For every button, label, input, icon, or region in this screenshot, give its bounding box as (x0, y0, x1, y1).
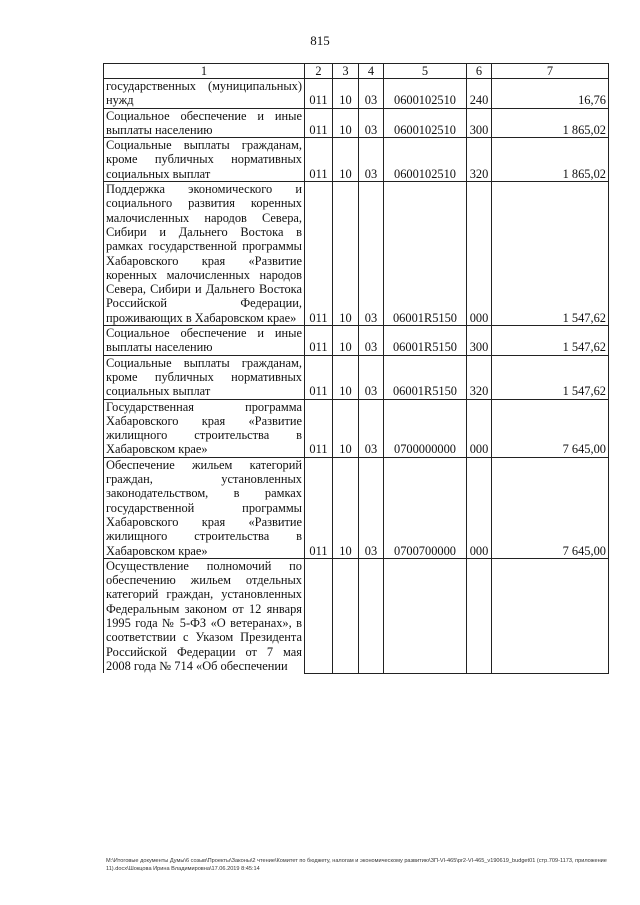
row-target-article: 0700700000 (384, 457, 467, 558)
row-amount: 7 645,00 (492, 457, 609, 558)
row-admin-code (305, 558, 333, 673)
header-col-1: 1 (104, 64, 305, 79)
header-col-7: 7 (492, 64, 609, 79)
row-description: Социальные выплаты гражданам, кроме публичных нормативных социальных выплат (104, 355, 305, 399)
table-row (104, 182, 609, 326)
row-subsection: 03 (359, 108, 384, 138)
table-row (104, 79, 609, 109)
row-section: 10 (333, 326, 359, 356)
row-target-article (384, 558, 467, 673)
row-description: государственных (муниципальных) нужд (104, 79, 305, 109)
row-description: Социальное обеспечение и иные выплаты населению (104, 108, 305, 138)
table-row (104, 457, 609, 558)
table-row (104, 138, 609, 182)
row-description: Поддержка экономического и социального развития коренных малочисленных народов Севера, Сибири и Дальнего Востока в рамках государственной программы Хабаровского края «Развитие коренных малочисленных народов Севера, Сибири и Дальнего Востока Российской Федерации, проживающих в Хабаровском крае» (104, 182, 305, 326)
row-description: Осуществление полномочий по обеспечению жильем отдельных категорий граждан, установленных Федеральным законом от 12 января 1995 года № 5-ФЗ «О ветеранах», в соответствии с Указом Президента Российской Федерации от 7 мая 2008 года № 714 «Об обеспечении (104, 558, 305, 673)
file-path-footer: M:\Итоговые документы Думы\6 созыв\Проекты\Законы\2 чтение\Комитет по бюджету, налогам и экономическому развитию\ЗП-VI-465\pr2-VI-465_v190619_budget01 (стр.709-1173, приложение 11).docx\Шокцова Ирина Владимировна\17.06.2019 8:45:14 (106, 858, 607, 872)
row-admin-code: 011 (305, 399, 333, 457)
row-amount: 1 547,62 (492, 355, 609, 399)
row-subsection: 03 (359, 182, 384, 326)
row-admin-code: 011 (305, 138, 333, 182)
row-amount: 16,76 (492, 79, 609, 109)
row-section: 10 (333, 79, 359, 109)
row-expense-type: 320 (467, 355, 492, 399)
row-amount (492, 558, 609, 673)
row-description: Социальные выплаты гражданам, кроме публичных нормативных социальных выплат (104, 138, 305, 182)
header-col-4: 4 (359, 64, 384, 79)
table-row (104, 108, 609, 138)
header-col-5: 5 (384, 64, 467, 79)
row-amount: 1 865,02 (492, 108, 609, 138)
row-expense-type: 000 (467, 182, 492, 326)
row-admin-code: 011 (305, 457, 333, 558)
row-target-article: 06001R5150 (384, 182, 467, 326)
row-section: 10 (333, 138, 359, 182)
row-expense-type: 320 (467, 138, 492, 182)
row-section: 10 (333, 399, 359, 457)
table-row (104, 558, 609, 673)
row-admin-code: 011 (305, 355, 333, 399)
row-amount: 1 547,62 (492, 182, 609, 326)
row-subsection: 03 (359, 79, 384, 109)
row-target-article: 0600102510 (384, 79, 467, 109)
row-subsection: 03 (359, 457, 384, 558)
row-target-article: 0600102510 (384, 138, 467, 182)
row-expense-type (467, 558, 492, 673)
row-amount: 7 645,00 (492, 399, 609, 457)
row-target-article: 0700000000 (384, 399, 467, 457)
header-row (104, 64, 609, 79)
row-section (333, 558, 359, 673)
row-subsection: 03 (359, 326, 384, 356)
row-subsection: 03 (359, 399, 384, 457)
table-row (104, 355, 609, 399)
row-expense-type: 240 (467, 79, 492, 109)
row-section: 10 (333, 182, 359, 326)
row-amount: 1 547,62 (492, 326, 609, 356)
header-col-2: 2 (305, 64, 333, 79)
row-subsection (359, 558, 384, 673)
row-admin-code: 011 (305, 108, 333, 138)
page-number: 815 (310, 33, 330, 48)
row-section: 10 (333, 108, 359, 138)
row-description: Государственная программа Хабаровского края «Развитие жилищного строительства в Хабаровском крае» (104, 399, 305, 457)
row-section: 10 (333, 355, 359, 399)
row-target-article: 06001R5150 (384, 326, 467, 356)
row-subsection: 03 (359, 355, 384, 399)
row-description: Обеспечение жильем категорий граждан, установленных законодательством, в рамках государственной программы Хабаровского края «Развитие жилищного строительства в Хабаровском крае» (104, 457, 305, 558)
header-col-6: 6 (467, 64, 492, 79)
row-target-article: 0600102510 (384, 108, 467, 138)
row-admin-code: 011 (305, 326, 333, 356)
row-admin-code: 011 (305, 79, 333, 109)
row-expense-type: 000 (467, 457, 492, 558)
row-target-article: 06001R5150 (384, 355, 467, 399)
table-row (104, 399, 609, 457)
row-amount: 1 865,02 (492, 138, 609, 182)
row-admin-code: 011 (305, 182, 333, 326)
row-subsection: 03 (359, 138, 384, 182)
row-expense-type: 000 (467, 399, 492, 457)
budget-table (103, 63, 609, 674)
row-expense-type: 300 (467, 108, 492, 138)
table-row (104, 326, 609, 356)
row-description: Социальное обеспечение и иные выплаты населению (104, 326, 305, 356)
row-section: 10 (333, 457, 359, 558)
row-expense-type: 300 (467, 326, 492, 356)
header-col-3: 3 (333, 64, 359, 79)
